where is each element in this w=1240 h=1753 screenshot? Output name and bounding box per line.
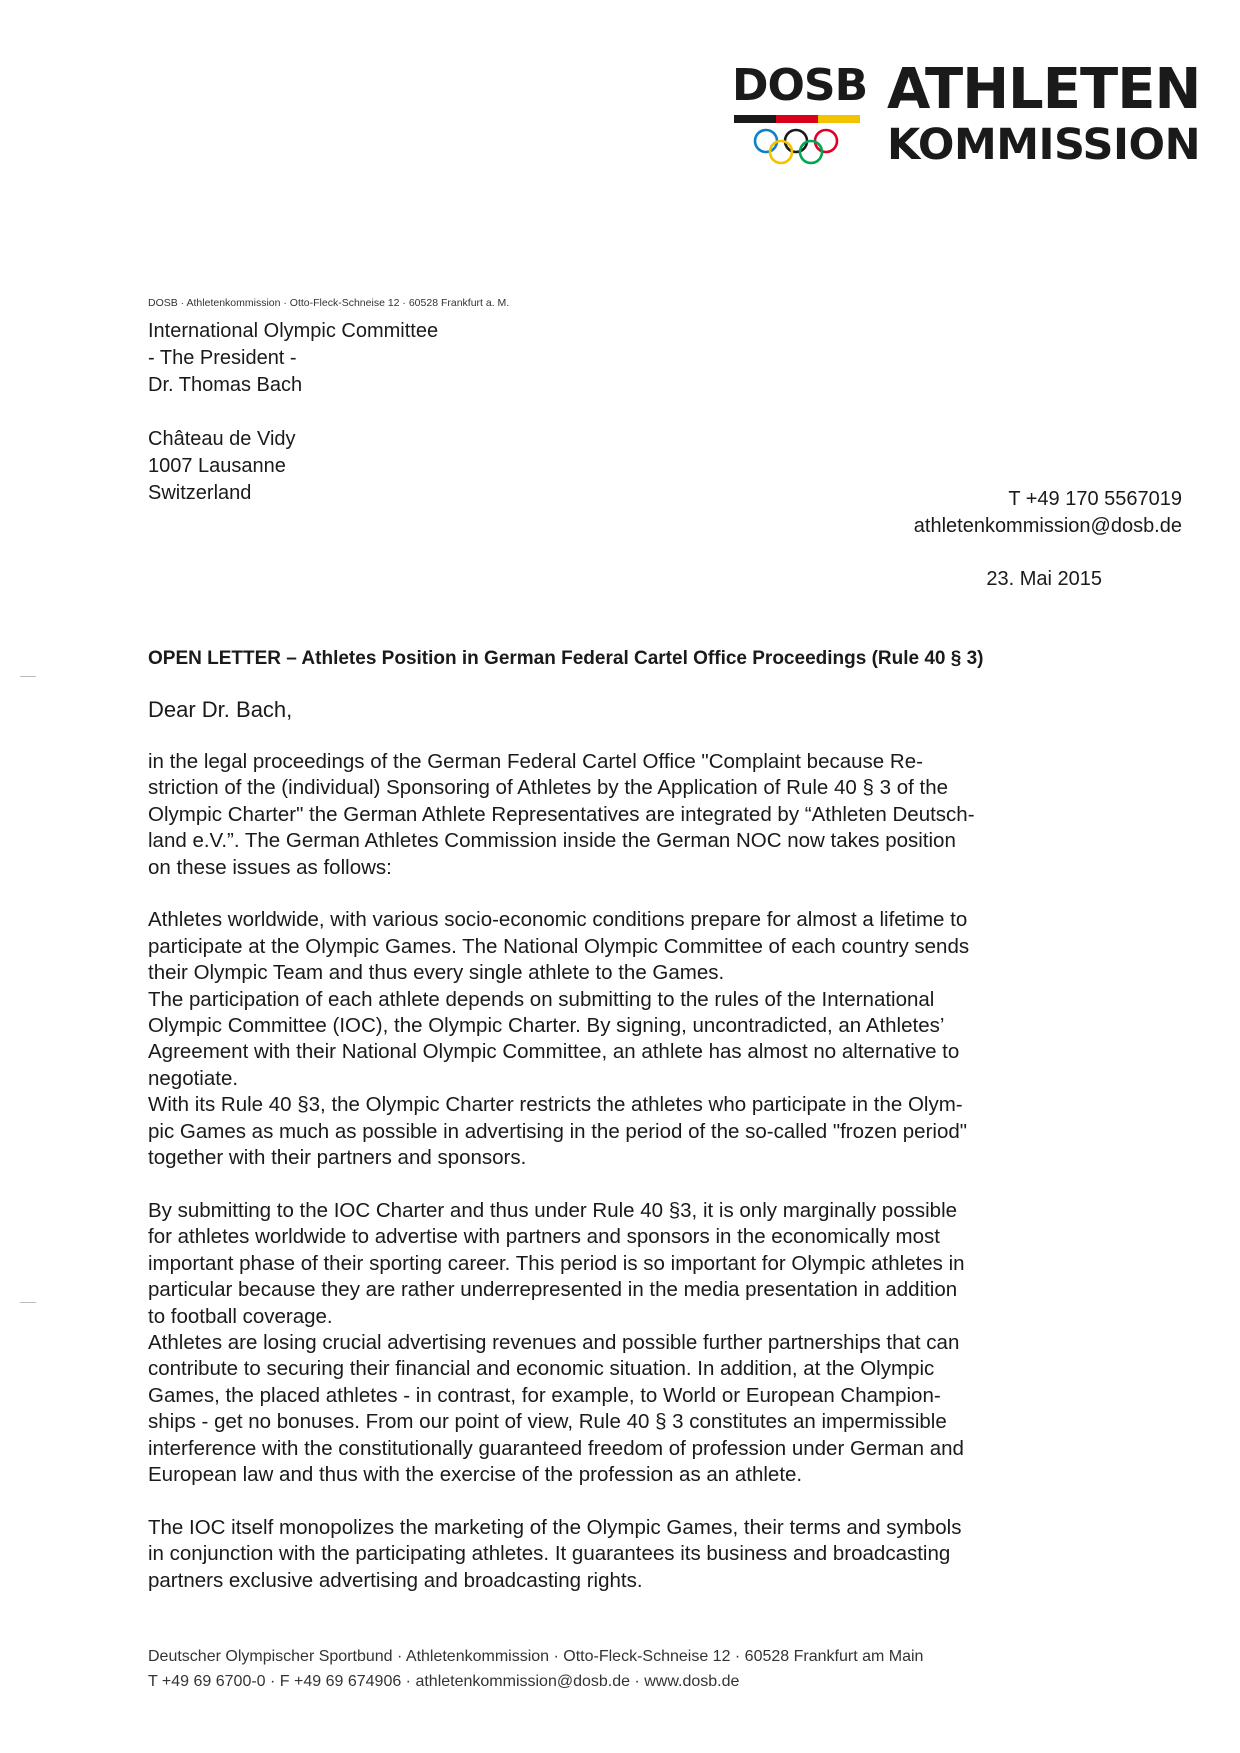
- salutation: Dear Dr. Bach,: [148, 697, 293, 722]
- dosb-athletenkommission-logo: [732, 57, 1201, 172]
- body-line: important phase of their sporting career. This period is so important for Olympic athletes in: [148, 1251, 965, 1275]
- fold-mark: [20, 1302, 36, 1303]
- flag-red: [776, 115, 818, 123]
- body-line: By submitting to the IOC Charter and thus under Rule 40 §3, it is only marginally possible: [148, 1198, 958, 1222]
- body-line: Olympic Committee (IOC), the Olympic Charter. By signing, uncontradicted, an Athletes’: [148, 1014, 945, 1038]
- body-line: in the legal proceedings of the German Federal Cartel Office "Complaint because Re-: [148, 750, 923, 773]
- letter-date: 23. Mai 2015: [986, 568, 1102, 590]
- body-line: Agreement with their National Olympic Committee, an athlete has almost no alternative to: [148, 1040, 960, 1064]
- contact-phone: T +49 170 5567019: [1008, 488, 1182, 510]
- flag-gold: [818, 115, 860, 123]
- body-line: striction of the (individual) Sponsoring of Athletes by the Application of Rule 40 § 3 of the: [148, 776, 948, 800]
- body-line: With its Rule 40 §3, the Olympic Charter restricts the athletes who participate in the Olym-: [148, 1093, 963, 1117]
- contact-email: athletenkommission@dosb.de: [913, 515, 1182, 537]
- recipient-street: Château de Vidy: [148, 428, 296, 450]
- footer-contact: T +49 69 6700-0 · F +49 69 674906 · athletenkommission@dosb.de · www.dosb.de: [148, 1673, 740, 1690]
- body-line: The IOC itself monopolizes the marketing of the Olympic Games, their terms and symbols: [148, 1515, 962, 1539]
- body-line: Olympic Charter" the German Athlete Representatives are integrated by “Athleten Deutsch-: [148, 802, 975, 826]
- recipient-country: Switzerland: [148, 482, 252, 504]
- recipient-address: [148, 318, 438, 507]
- body-line: partners exclusive advertising and broadcasting rights.: [148, 1568, 643, 1592]
- logo-athleten-text: ATHLETEN: [887, 57, 1201, 122]
- body-line: their Olympic Team and thus every single athlete to the Games.: [148, 961, 725, 985]
- ring-red: [815, 130, 837, 152]
- body-line: Games, the placed athletes - in contrast, for example, to World or European Champion-: [148, 1383, 941, 1407]
- ring-yellow: [770, 141, 792, 163]
- body-line: land e.V.”. The German Athletes Commission inside the German NOC now takes position: [148, 829, 956, 853]
- flag-black: [734, 115, 776, 123]
- logo-flag-stripe: [734, 115, 860, 123]
- footer-address: Deutscher Olympischer Sportbund · Athletenkommission · Otto-Fleck-Schneise 12 · 60528 Frankfurt am Main: [148, 1648, 924, 1665]
- body-line: The participation of each athlete depends on submitting to the rules of the International: [148, 987, 935, 1011]
- body-line: European law and thus with the exercise of the profession as an athlete.: [148, 1462, 803, 1486]
- body-paragraph: [148, 1515, 1088, 1594]
- body-paragraph: [148, 749, 1088, 881]
- letter-footer: [148, 1644, 923, 1694]
- body-line: Athletes worldwide, with various socio-economic conditions prepare for almost a lifetime to: [148, 908, 968, 932]
- fold-mark: [20, 676, 36, 677]
- sender-contact: [914, 486, 1182, 540]
- body-paragraph: [148, 1092, 1088, 1171]
- body-line: Athletes are losing crucial advertising revenues and possible further partnerships that can: [148, 1330, 960, 1354]
- recipient-line: International Olympic Committee: [148, 320, 439, 342]
- recipient-line: - The President -: [148, 347, 297, 369]
- sender-return-address: DOSB · Athletenkommission · Otto-Fleck-Schneise 12 · 60528 Frankfurt a. M.: [148, 297, 510, 309]
- body-line: together with their partners and sponsors.: [148, 1146, 527, 1170]
- body-paragraph: [148, 1330, 1088, 1488]
- recipient-city: 1007 Lausanne: [148, 455, 286, 477]
- body-line: interference with the constitutionally guaranteed freedom of profession under German and: [148, 1436, 964, 1460]
- body-line: on these issues as follows:: [148, 855, 392, 879]
- body-line: for athletes worldwide to advertise with partners and sponsors in the economically most: [148, 1225, 940, 1249]
- ring-blue: [755, 130, 777, 152]
- ring-green: [800, 141, 822, 163]
- olympic-rings-icon: [752, 128, 842, 168]
- logo-kommission-text: KOMMISSION: [887, 120, 1201, 170]
- ring-black: [785, 130, 807, 152]
- logo-dosb-text: DOSB: [732, 60, 868, 111]
- letter-body: [148, 749, 1088, 1620]
- body-paragraph: [148, 907, 1088, 986]
- body-line: in conjunction with the participating athletes. It guarantees its business and broadcasting: [148, 1542, 951, 1566]
- body-line: negotiate.: [148, 1066, 239, 1090]
- body-line: to football coverage.: [148, 1304, 333, 1328]
- body-line: particular because they are rather underrepresented in the media presentation in addition: [148, 1278, 958, 1302]
- body-line: participate at the Olympic Games. The National Olympic Committee of each country sends: [148, 934, 970, 958]
- body-line: contribute to securing their financial and economic situation. In addition, at the Olympic: [148, 1357, 935, 1381]
- recipient-line: Dr. Thomas Bach: [148, 374, 303, 396]
- body-line: pic Games as much as possible in advertising in the period of the so-called "frozen period": [148, 1119, 968, 1143]
- body-paragraph: [148, 1198, 1088, 1330]
- body-line: ships - get no bonuses. From our point of view, Rule 40 § 3 constitutes an impermissible: [148, 1410, 947, 1434]
- letter-subject: OPEN LETTER – Athletes Position in German Federal Cartel Office Proceedings (Rule 40 § 3): [148, 648, 984, 669]
- body-paragraph: [148, 987, 1088, 1093]
